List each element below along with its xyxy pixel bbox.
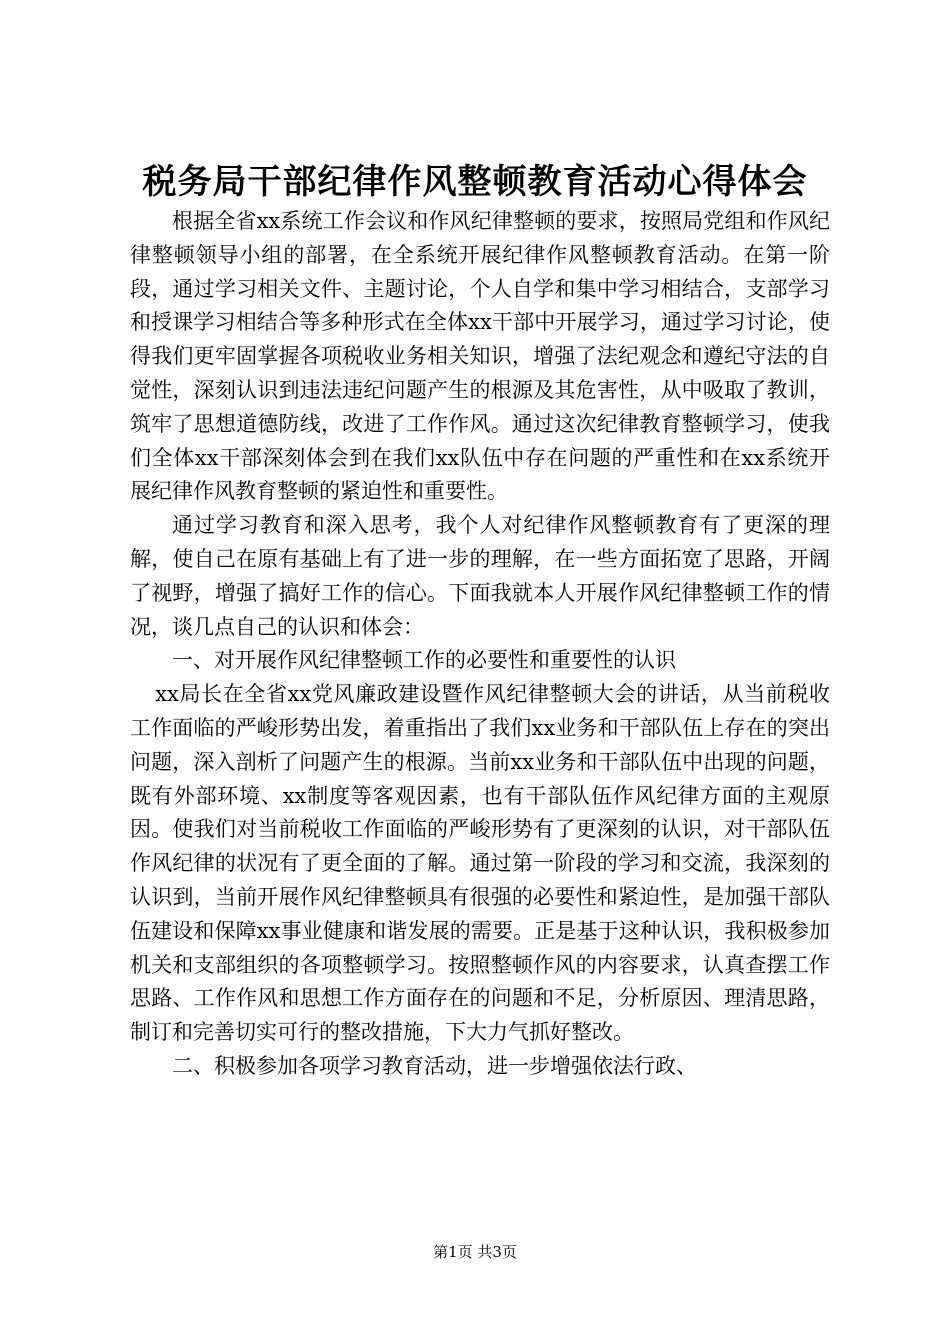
section-heading-1: 一、对开展作风纪律整顿工作的必要性和重要性的认识: [172, 648, 676, 673]
paragraph-intro: 根据全省xx系统工作会议和作风纪律整顿的要求，按照局党组和作风纪律整顿领导小组的部署，在全系统开展纪律作风整顿教育活动。在第一阶段，通过学习相关文件、主题讨论，个人自学和集中学习相结合，支部学习和授课学习相结合等多种形式在全体xx干部中开展学习，通过学习讨论，使得我们更牢固掌握各项税收业务相关知识，增强了法纪观念和遵纪守法的自觉性，深刻认识到违法违纪问题产生的根源及其危害性，从中吸取了教训，筑牢了思想道德防线，改进了工作作风。通过这次纪律教育整顿学习，使我们全体xx干部深刻体会到在我们xx队伍中存在问题的严重性和在xx系统开展纪律作风教育整顿的紧迫性和重要性。: [130, 209, 830, 504]
section-heading-2: 二、积极参加各项学习教育活动，进一步增强依法行政、: [172, 1053, 697, 1078]
page-footer: 第1页 共3页: [433, 1243, 517, 1261]
paragraph-section-1: xx局长在全省xx党风廉政建设暨作风纪律整顿大会的讲话，从当前税收工作面临的严峻形势出发，着重指出了我们xx业务和干部队伍上存在的突出问题，深入剖析了问题产生的根源。当前xx业务和干部队伍中出现的问题，既有外部环境、xx制度等客观因素，也有干部队伍作风纪律方面的主观原因。使我们对当前税收工作面临的严峻形势有了更深刻的认识，对干部队伍作风纪律的状况有了更全面的了解。通过第一阶段的学习和交流，我深刻的认识到，当前开展作风纪律整顿具有很强的必要性和紧迫性，是加强干部队伍建设和保障xx事业健康和谐发展的需要。正是基于这种认识，我积极参加机关和支部组织的各项整顿学习。按照整顿作风的内容要求，认真查摆工作思路、工作作风和思想工作方面存在的问题和不足，分析原因、理清思路，制订和完善切实可行的整改措施，下大力气抓好整改。: [130, 682, 830, 1045]
document-title: 税务局干部纪律作风整顿教育活动心得体会: [142, 162, 808, 202]
document-body: [130, 205, 830, 1084]
paragraph-understanding: 通过学习教育和深入思考，我个人对纪律作风整顿教育有了更深的理解，使自己在原有基础上有了进一步的理解，在一些方面拓宽了思路，开阔了视野，增强了搞好工作的信心。下面我就本人开展作风纪律整顿工作的情况，谈几点自己的认识和体会：: [130, 513, 830, 639]
